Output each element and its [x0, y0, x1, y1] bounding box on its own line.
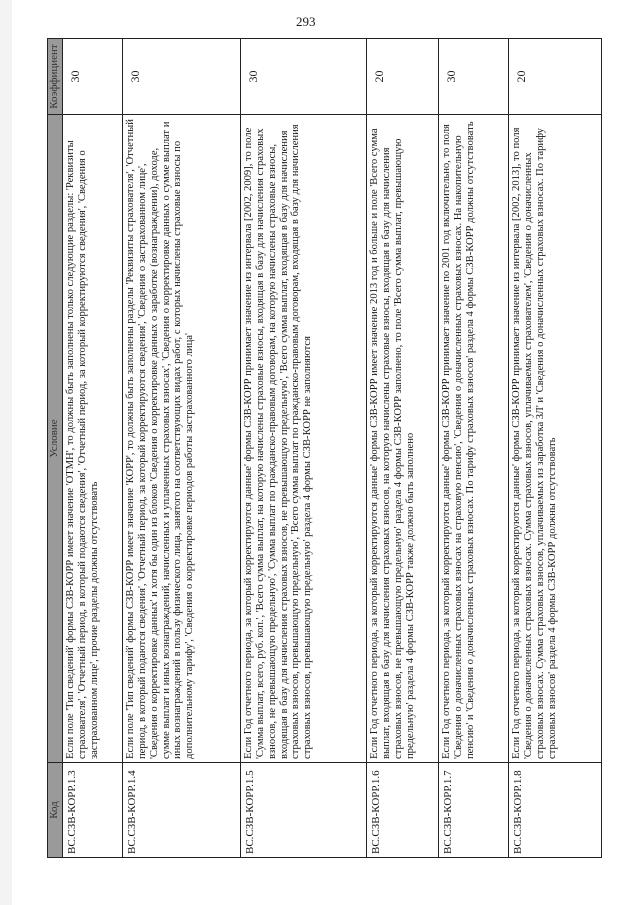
row-score: 20 [509, 39, 602, 115]
row-condition: Если Год отчетного периода, за который корректируются данные' формы СЗВ-КОРР принимает значение из интервала [2002, 2013], то поля 'Сведения о доначисленных страховых взносах. Сумма страховых взносов, уплачиваемых страхователем', 'Сведения о доначисленных страховых взносах. Сумма страховых взносов, уплачиваемых из заработка ЗЛ' и 'Сведения о доначисленных страховых взносах. По тарифу страховых взносов' раздела 4 формы СЗВ-КОРР должны отсутствовать [509, 115, 602, 763]
row-code: ВС.СЗВ-КОРР.1.8 [509, 763, 602, 858]
row-score: 30 [241, 39, 367, 115]
table-row [123, 39, 241, 858]
row-condition: Если поле 'Тип сведений' формы СЗВ-КОРР имеет значение 'ОТМН', то должны быть заполнены только следующие разделы: 'Реквизиты страхователя', 'Отчетный период, в который подаются сведения', 'Отчетный период, за который корректируются сведения', 'Сведения о застрахованном лице', прочие разделы должны отсутствовать [63, 115, 123, 763]
row-score: 30 [123, 39, 241, 115]
row-condition: Если Год отчетного периода, за который корректируются данные' формы СЗВ-КОРР принимает значение по 2001 год включительно, то поля 'Сведения о доначисленных страховых взносах на страховую пенсию', 'Сведения о доначисленных страховых взносах. На накопительную пенсию' и 'Сведения о доначисленных страховых взносах. По тарифу страховых взносов' раздела 4 формы СЗВ-КОРР должны отсутствовать [439, 115, 509, 763]
row-code: ВС.СЗВ-КОРР.1.5 [241, 763, 367, 858]
row-code: ВС.СЗВ-КОРР.1.4 [123, 763, 241, 858]
row-condition: Если Год отчетного периода, за который корректируются данные' формы СЗВ-КОРР принимает значение из интервала [2002, 2009], то поле 'Сумма выплат, всего, руб. коп.', 'Всего сумма выплат, на которую начислены страховые взносы, входящая в базу для начисления страховых взносов, не превышающую предельную', 'Сумма выплат по гражданско-правовым договорам, на которую начислены страховые взносы, входящая в базу для начисления страховых взносов, не превышающую предельную', 'Всего сумма выплат, входящая в базу для начисления страховых взносов, превышающую предельную', 'Всего сумма выплат по гражданско-правовым договорам, входящая в базу для начисления страховых взносов, превышающую предельную' раздела 4 формы СЗВ-КОРР не заполняются [241, 115, 367, 763]
row-score: 30 [439, 39, 509, 115]
header-code: Код [48, 763, 63, 858]
row-score: 30 [63, 39, 123, 115]
row-condition: Если поле 'Тип сведений' формы СЗВ-КОРР имеет значение 'КОРР', то должны быть заполнены разделы 'Реквизиты страхователя', 'Отчетный период, в который подаются сведения', 'Отчетный период, за который корректируются сведения', 'Сведения о застрахованном лице', 'Сведения о корректировке данных' и хотя бы один из блоков 'Сведения о корректировке данных о заработке (вознаграждении), доходе, сумме выплат и иных вознаграждений, начисленных и уплаченных страховых взносах', 'Сведения о корректировке данных о сумме выплат и иных вознаграждений в пользу физического лица, занятого на соответствующих видах работ, с которых начислены страховые взносы по дополнительному тарифу', 'Сведения о корректировке периодов работы застрахованного лица' [123, 115, 241, 763]
row-score: 20 [367, 39, 439, 115]
row-code: ВС.СЗВ-КОРР.1.3 [63, 763, 123, 858]
rules-table [47, 38, 602, 858]
rotated-table-container [47, 38, 602, 858]
row-condition: Если Год отчетного периода, за который корректируются данные' формы СЗВ-КОРР имеет значение 2013 год и больше и поле 'Всего сумма выплат, входящая в базу для начисления страховых взносов, на которую начислены страховые взносы, входящая в базу для начисления страховых взносов, не превышающую предельную' раздела 4 формы СЗВ-КОРР заполнено, то поле 'Всего сумма выплат, превышающую предельную' раздела 4 формы СЗВ-КОРР также должно быть заполнено [367, 115, 439, 763]
scan-edge [0, 0, 12, 905]
table-row [367, 39, 439, 858]
table-row [509, 39, 602, 858]
table-row [63, 39, 123, 858]
row-code: ВС.СЗВ-КОРР.1.7 [439, 763, 509, 858]
table-row [241, 39, 367, 858]
header-condition: Условие [48, 115, 63, 763]
page-number: 293 [296, 14, 316, 29]
table-row [439, 39, 509, 858]
row-code: ВС.СЗВ-КОРР.1.6 [367, 763, 439, 858]
header-coefficient: Коэффициент [48, 39, 63, 115]
table-header-row [48, 39, 63, 858]
